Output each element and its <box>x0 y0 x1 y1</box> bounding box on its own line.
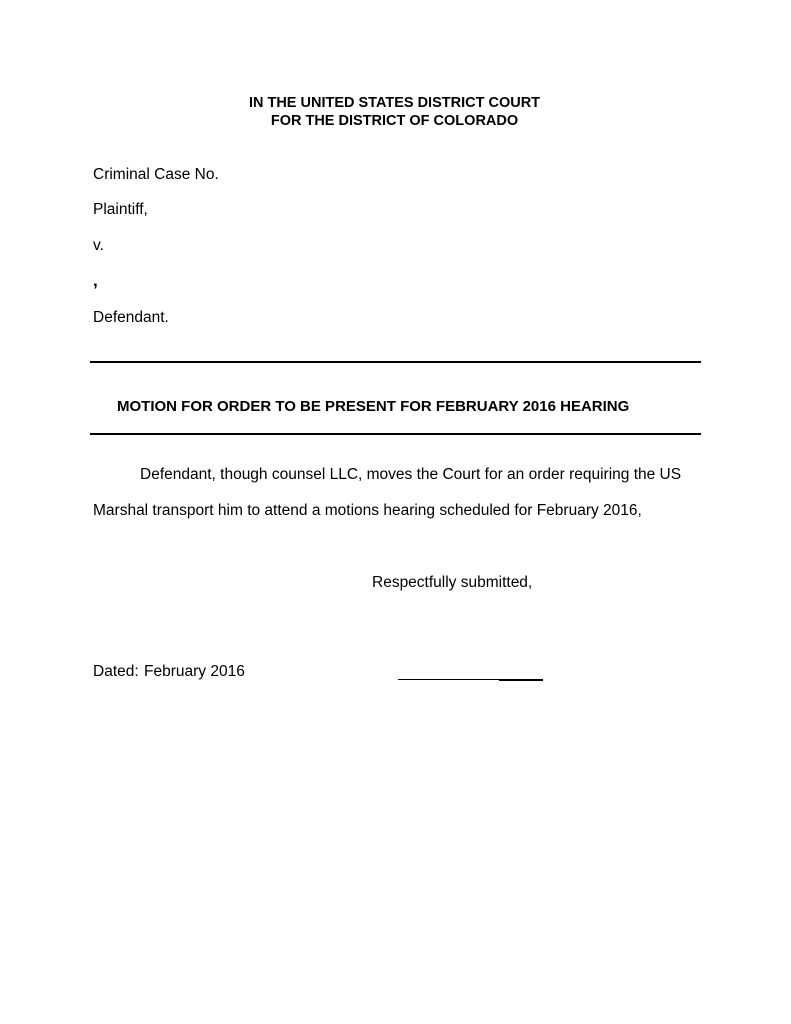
versus-label: v. <box>93 237 104 254</box>
plaintiff-label: Plaintiff, <box>93 201 148 218</box>
signature-line <box>398 679 499 680</box>
caption-bottom-rule <box>90 433 701 435</box>
motion-body-line-1: Defendant, though counsel LLC, moves the Court for an order requiring the US <box>140 466 682 483</box>
defendant-name-mark: , <box>93 271 98 290</box>
dated-value: February 2016 <box>144 663 245 680</box>
caption-top-rule <box>90 361 701 363</box>
respectfully-submitted: Respectfully submitted, <box>372 574 533 591</box>
case-number-label: Criminal Case No. <box>93 166 219 183</box>
dated-label: Dated: <box>93 663 139 680</box>
motion-body-line-2: Marshal transport him to attend a motions hearing scheduled for February 2016, <box>93 502 642 519</box>
court-name-line-1: IN THE UNITED STATES DISTRICT COURT <box>248 95 541 111</box>
signature-line-extension <box>499 679 543 681</box>
court-name-line-2: FOR THE DISTRICT OF COLORADO <box>270 113 519 129</box>
defendant-label: Defendant. <box>93 309 169 326</box>
motion-title: MOTION FOR ORDER TO BE PRESENT FOR FEBRUARY 2016 HEARING <box>117 398 630 415</box>
